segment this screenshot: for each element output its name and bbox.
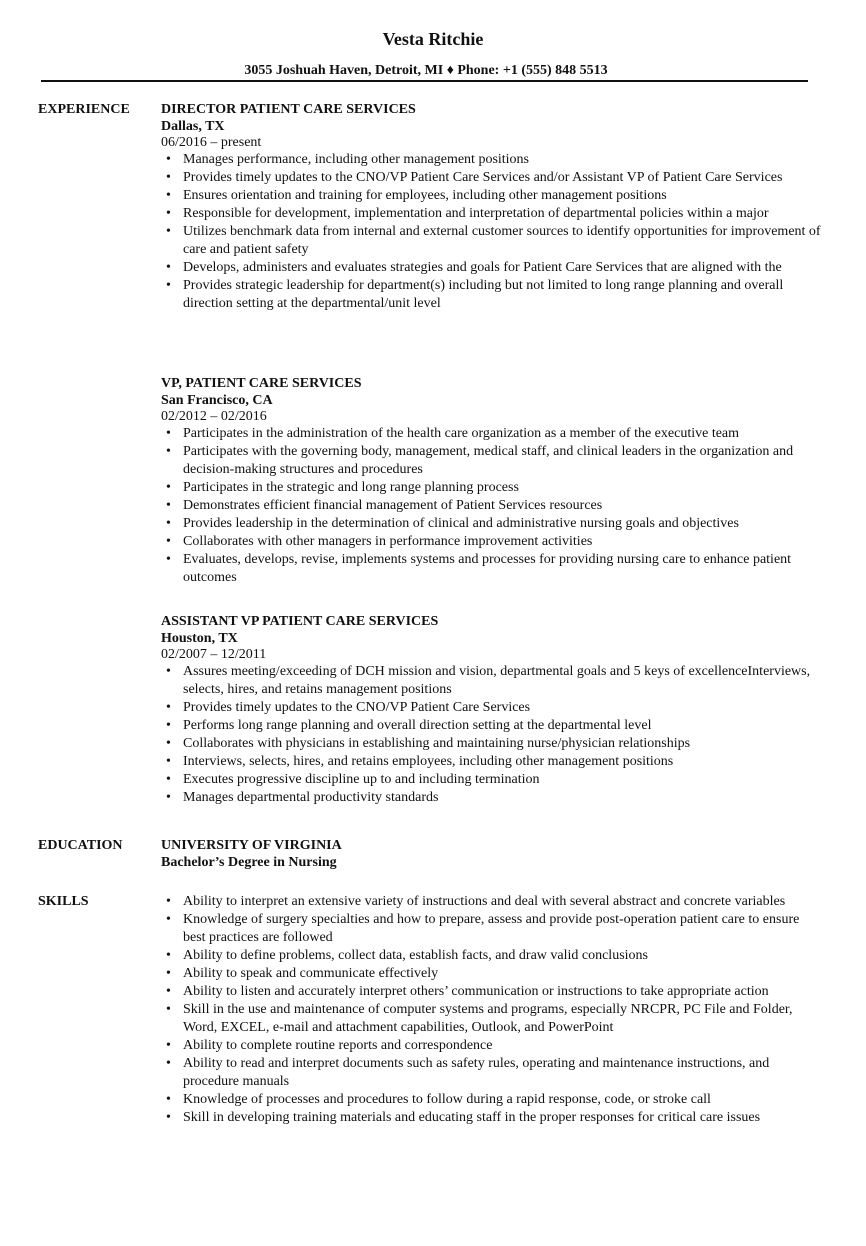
list-item: • Ability to read and interpret documents such as safety rules, operating and maintenance instructions, and procedure manuals <box>161 1055 821 1091</box>
job-title: ASSISTANT VP PATIENT CARE SERVICES <box>161 614 439 629</box>
list-item: • Collaborates with physicians in establishing and maintaining nurse/physician relationships <box>161 735 821 753</box>
list-item: • Assures meeting/exceeding of DCH mission and vision, departmental goals and 5 keys of excellenceInterviews, selects, hires, and retains management positions <box>161 663 821 699</box>
list-item: • Knowledge of surgery specialties and how to prepare, assess and provide post-operation patient care to ensure best practices are followed <box>161 911 821 947</box>
experience-entry <box>161 101 821 313</box>
job-location: San Francisco, CA <box>161 393 273 408</box>
experience-entry <box>161 613 821 807</box>
job-bullets <box>161 663 821 807</box>
job-location: Dallas, TX <box>161 119 225 134</box>
list-item: • Manages departmental productivity standards <box>161 789 821 807</box>
list-item: • Provides timely updates to the CNO/VP Patient Care Services <box>161 699 821 717</box>
list-item: • Performs long range planning and overall direction setting at the departmental level <box>161 717 821 735</box>
job-dates: 02/2007 – 12/2011 <box>161 647 267 662</box>
list-item: • Participates with the governing body, management, medical staff, and clinical leaders in the organization and decision-making structures and procedures <box>161 443 821 479</box>
list-item: • Ability to define problems, collect data, establish facts, and draw valid conclusions <box>161 947 821 965</box>
job-title: DIRECTOR PATIENT CARE SERVICES <box>161 102 416 117</box>
school-name: UNIVERSITY OF VIRGINIA <box>161 838 342 853</box>
list-item: • Knowledge of processes and procedures to follow during a rapid response, code, or stroke call <box>161 1091 821 1109</box>
job-bullets <box>161 425 821 587</box>
list-item: • Executes progressive discipline up to and including termination <box>161 771 821 789</box>
list-item: • Develops, administers and evaluates strategies and goals for Patient Care Services that are aligned with the <box>161 259 821 277</box>
list-item: • Interviews, selects, hires, and retains employees, including other management positions <box>161 753 821 771</box>
list-item: • Manages performance, including other management positions <box>161 151 821 169</box>
degree: Bachelor’s Degree in Nursing <box>161 855 337 870</box>
section-label-experience: EXPERIENCE <box>38 102 130 117</box>
list-item: • Responsible for development, implementation and interpretation of departmental policies within a major <box>161 205 821 223</box>
section-label-education: EDUCATION <box>38 838 123 853</box>
list-item: • Ability to complete routine reports and correspondence <box>161 1037 821 1055</box>
section-label-skills: SKILLS <box>38 894 89 909</box>
list-item: • Demonstrates efficient financial management of Patient Services resources <box>161 497 821 515</box>
skills-list <box>161 893 821 1127</box>
list-item: • Ensures orientation and training for employees, including other management positions <box>161 187 821 205</box>
list-item: • Skill in the use and maintenance of computer systems and programs, especially NRCPR, PC File and Folder, Word, EXCEL, e-mail and attachment capabilities, Outlook, and PowerPoint <box>161 1001 821 1037</box>
list-item: • Ability to speak and communicate effectively <box>161 965 821 983</box>
job-dates: 06/2016 – present <box>161 135 262 150</box>
list-item: • Utilizes benchmark data from internal and external customer sources to identify opportunities for improvement of care and patient safety <box>161 223 821 259</box>
job-dates: 02/2012 – 02/2016 <box>161 409 267 424</box>
list-item: • Collaborates with other managers in performance improvement activities <box>161 533 821 551</box>
experience-entry <box>161 375 821 587</box>
skills-list-block <box>161 893 821 1127</box>
list-item: • Participates in the strategic and long range planning process <box>161 479 821 497</box>
list-item: • Evaluates, develops, revise, implements systems and processes for providing nursing care to enhance patient outcomes <box>161 551 821 587</box>
list-item: • Ability to listen and accurately interpret others’ communication or instructions to take appropriate action <box>161 983 821 1001</box>
list-item: • Provides timely updates to the CNO/VP Patient Care Services and/or Assistant VP of Patient Care Services <box>161 169 821 187</box>
list-item: • Provides strategic leadership for department(s) including but not limited to long range planning and overall direction setting at the departmental/unit level <box>161 277 821 313</box>
list-item: • Provides leadership in the determination of clinical and administrative nursing goals and objectives <box>161 515 821 533</box>
contact-line: 3055 Joshuah Haven, Detroit, MI ♦ Phone: +1 (555) 848 5513 <box>244 63 608 78</box>
job-bullets <box>161 151 821 313</box>
list-item: • Participates in the administration of the health care organization as a member of the executive team <box>161 425 821 443</box>
education-entry <box>161 837 821 871</box>
candidate-name: Vesta Ritchie <box>382 29 484 49</box>
job-location: Houston, TX <box>161 631 238 646</box>
header-divider <box>41 80 808 82</box>
list-item: • Skill in developing training materials and educating staff in the proper responses for critical care issues <box>161 1109 821 1127</box>
list-item: • Ability to interpret an extensive variety of instructions and deal with several abstract and concrete variables <box>161 893 821 911</box>
job-title: VP, PATIENT CARE SERVICES <box>161 376 362 391</box>
